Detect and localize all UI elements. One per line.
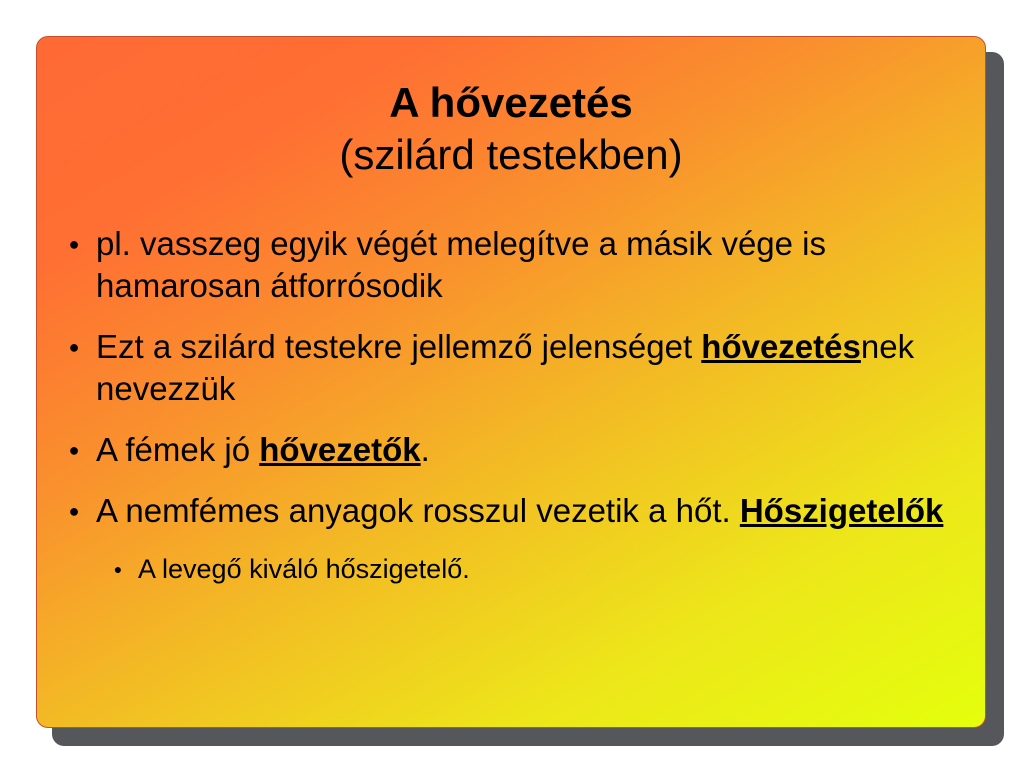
bullet-item: [62, 490, 972, 532]
emphasized-term: hővezetés: [701, 328, 861, 365]
slide-title-block: [37, 77, 985, 181]
bullet-icon: ●: [68, 501, 80, 521]
bullet-item: [62, 429, 972, 471]
slide: [36, 36, 986, 728]
emphasized-term: hővezetők: [259, 431, 421, 468]
bullet-icon: ●: [68, 440, 80, 460]
bullet-icon: ●: [68, 234, 80, 254]
bullet-text: Ezt a szilárd testekre jellemző jelenséget: [96, 328, 702, 365]
bullet-item: [62, 223, 972, 307]
bullet-text: pl. vasszeg egyik végét melegítve a másik vége is hamarosan átforrósodik: [96, 225, 827, 304]
bullet-item: [62, 326, 972, 410]
bullet-list: [62, 223, 972, 606]
sub-bullet-item: [108, 551, 972, 587]
bullet-icon: ●: [113, 561, 123, 577]
bullet-text: .: [420, 431, 430, 468]
slide-title: A hővezetés: [389, 79, 633, 126]
sub-bullet-text: A levegő kiváló hőszigetelő.: [138, 554, 470, 584]
emphasized-term: Hőszigetelők: [739, 492, 944, 529]
bullet-text: A nemfémes anyagok rosszul vezetik a hőt.: [96, 492, 740, 529]
bullet-text: A fémek jó: [96, 431, 260, 468]
slide-subtitle: (szilárd testekben): [339, 131, 683, 178]
bullet-icon: ●: [68, 337, 80, 357]
bullet-text: nek nevezzük: [96, 328, 915, 407]
